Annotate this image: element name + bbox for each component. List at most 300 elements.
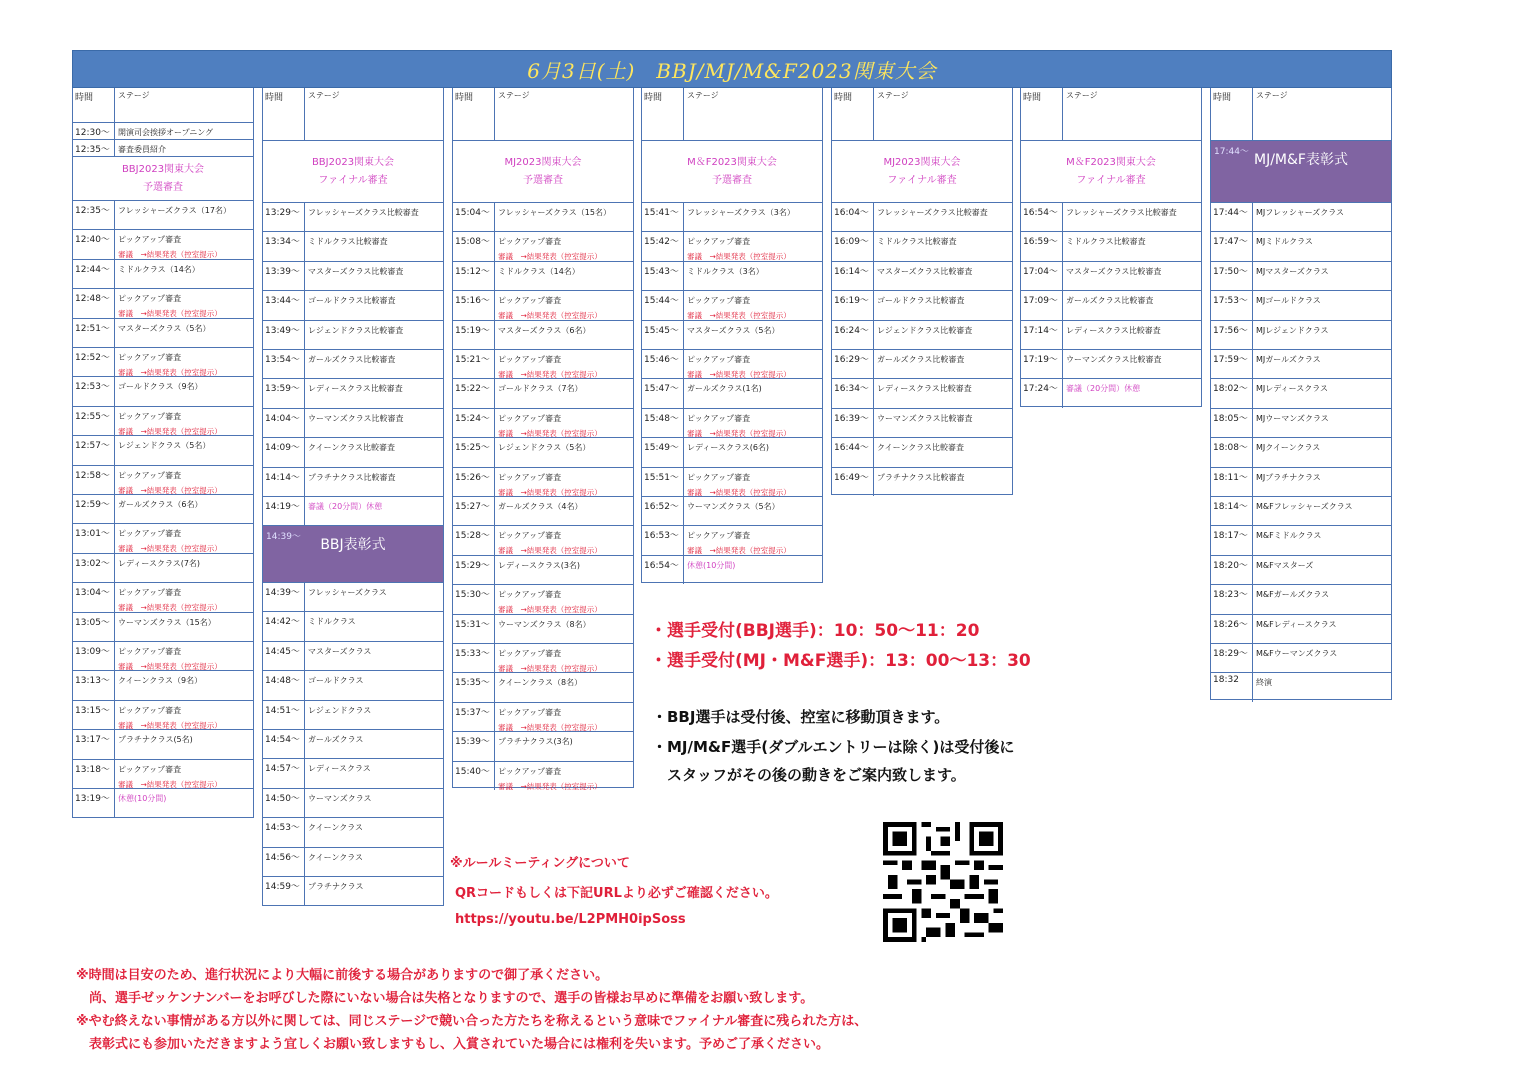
row-time: 14:50〜 xyxy=(263,789,305,817)
schedule-row xyxy=(73,259,253,288)
row-time: 14:56〜 xyxy=(263,848,305,876)
row-stage-line: 審議 →結果発表（控室提示） xyxy=(118,426,222,436)
row-stage xyxy=(495,350,633,378)
header-stage-label: ステージ xyxy=(1256,91,1288,100)
schedule-row xyxy=(1211,349,1391,378)
schedule-row xyxy=(1021,349,1201,378)
row-time: 16:19〜 xyxy=(832,291,874,319)
row-stage xyxy=(115,140,253,156)
row-stage-line: 審議 →結果発表（控室提示） xyxy=(118,779,222,788)
row-stage xyxy=(684,409,822,437)
row-stage xyxy=(115,260,253,288)
row-time: 16:54〜 xyxy=(1021,203,1063,231)
row-time: 18:02〜 xyxy=(1211,379,1253,407)
section-heading xyxy=(453,140,633,202)
footer-line: 尚、選手ゼッケンナンバーをお呼びした際にいない場合は失格となりますので、選手の皆様お早めに準備をお願い致します。 xyxy=(76,991,814,1006)
reception-mj-mf: ・選手受付(MJ・M&F選手)：13：00〜13：30 xyxy=(650,651,1031,671)
schedule-column-col3 xyxy=(452,88,634,788)
row-stage xyxy=(684,468,822,496)
row-stage-line: 審議 →結果発表（控室提示） xyxy=(687,487,791,496)
row-stage xyxy=(495,526,633,554)
row-time: 12:48〜 xyxy=(73,289,115,317)
row-time: 15:47〜 xyxy=(642,379,684,407)
row-time: 14:19〜 xyxy=(263,497,305,525)
row-time: 14:42〜 xyxy=(263,612,305,640)
row-stage xyxy=(495,644,633,672)
row-stage xyxy=(305,730,443,758)
row-stage-line: 審議 →結果発表（控室提示） xyxy=(498,370,602,379)
row-time: 12:58〜 xyxy=(73,466,115,494)
row-stage xyxy=(874,232,1012,260)
schedule-row xyxy=(73,582,253,611)
row-stage-line: プラチナクラス xyxy=(308,882,364,891)
row-stage-line: ピックアップ審査 xyxy=(118,764,182,774)
row-time: 18:17〜 xyxy=(1211,526,1253,554)
schedule-row xyxy=(1021,202,1201,231)
schedule-row xyxy=(73,788,253,817)
row-stage-line: ピックアップ審査 xyxy=(118,470,182,480)
schedule-row xyxy=(832,320,1012,349)
schedule-row xyxy=(263,261,443,290)
schedule-row xyxy=(1211,672,1391,701)
schedule-row xyxy=(263,202,443,231)
row-time: 15:16〜 xyxy=(453,291,495,319)
schedule-row xyxy=(73,200,253,229)
row-stage xyxy=(1063,321,1201,349)
schedule-row xyxy=(1021,261,1201,290)
row-stage-line: マスターズクラス（5名） xyxy=(118,323,211,333)
section-heading xyxy=(1021,140,1201,202)
row-stage-line: マスターズクラス（5名） xyxy=(687,325,780,335)
schedule-row xyxy=(73,553,253,582)
row-stage xyxy=(115,789,253,817)
row-time: 12:35〜 xyxy=(73,201,115,229)
schedule-row xyxy=(1211,496,1391,525)
row-time: 15:46〜 xyxy=(642,350,684,378)
rule-meeting-instruction: QRコードもしくは下記URLより必ずご確認ください。 xyxy=(455,886,778,901)
row-stage-line: M&Fガールズクラス xyxy=(1256,590,1330,600)
row-stage-line: MJガールズクラス xyxy=(1256,355,1321,364)
schedule-row xyxy=(453,378,633,407)
row-stage-line: 審議 →結果発表（控室提示） xyxy=(118,603,222,612)
row-stage-line: 休憩(10分間) xyxy=(118,794,167,803)
schedule-row xyxy=(73,612,253,641)
schedule-row xyxy=(1211,643,1391,672)
row-time: 17:24〜 xyxy=(1021,379,1063,407)
row-stage xyxy=(1253,350,1391,378)
row-stage-line: 審査委員紹介 xyxy=(118,145,166,154)
row-time: 12:40〜 xyxy=(73,230,115,258)
row-stage xyxy=(495,438,633,466)
row-stage-line: MJプラチナクラス xyxy=(1256,472,1321,482)
row-stage-line: 審議 →結果発表（控室提示） xyxy=(498,546,602,555)
schedule-row xyxy=(642,555,822,584)
row-stage-line: マスターズクラス比較審査 xyxy=(308,266,404,276)
schedule-row xyxy=(453,202,633,231)
row-stage xyxy=(495,497,633,525)
row-stage xyxy=(115,642,253,670)
rule-meeting-heading: ※ルールミーティングについて xyxy=(450,856,630,871)
row-time: 16:39〜 xyxy=(832,409,874,437)
section-heading-line: M＆F2023関東大会 xyxy=(687,156,777,168)
schedule-row xyxy=(453,525,633,554)
column-header xyxy=(1211,88,1391,140)
row-stage-line: 審議 →結果発表（控室提示） xyxy=(498,664,602,673)
row-stage-line: レジェンドクラス（5名） xyxy=(118,441,211,451)
row-time: 13:09〜 xyxy=(73,642,115,670)
row-stage xyxy=(684,379,822,407)
row-stage xyxy=(1253,526,1391,554)
row-time: 15:45〜 xyxy=(642,321,684,349)
schedule-row xyxy=(832,437,1012,466)
row-stage-line: レジェンドクラス xyxy=(308,705,372,715)
award-ceremony-block xyxy=(1211,140,1391,202)
row-time: 13:15〜 xyxy=(73,701,115,729)
row-stage-line: 審議 →結果発表（控室提示） xyxy=(687,546,791,555)
row-stage xyxy=(495,203,633,231)
row-stage xyxy=(305,759,443,787)
row-time: 15:35〜 xyxy=(453,673,495,701)
schedule-row xyxy=(832,290,1012,319)
schedule-row xyxy=(73,641,253,670)
schedule-row xyxy=(832,378,1012,407)
column-header xyxy=(1021,88,1201,140)
row-stage-line: ゴールドクラス（9名） xyxy=(118,382,203,392)
schedule-row xyxy=(642,525,822,554)
schedule-row xyxy=(263,496,443,525)
footer-notes xyxy=(76,964,867,1056)
column-header xyxy=(832,88,1012,140)
row-stage-line: ゴールドクラス比較審査 xyxy=(308,296,396,306)
row-time: 15:33〜 xyxy=(453,644,495,672)
row-stage-line: ガールズクラス比較審査 xyxy=(308,355,396,364)
row-time: 15:39〜 xyxy=(453,732,495,760)
row-time: 15:19〜 xyxy=(453,321,495,349)
row-stage xyxy=(1253,644,1391,672)
row-stage xyxy=(874,379,1012,407)
schedule-row xyxy=(263,378,443,407)
row-stage-line: ミドルクラス（3名） xyxy=(687,266,764,276)
row-stage xyxy=(115,671,253,699)
section-heading-line: 予選審査 xyxy=(143,181,183,193)
row-time: 14:09〜 xyxy=(263,438,305,466)
row-stage-line: ピックアップ審査 xyxy=(498,590,562,600)
row-stage-line: レジェンドクラス（5名） xyxy=(498,443,591,453)
header-time-label: 時間 xyxy=(832,88,874,140)
row-stage-line: 終演 xyxy=(1256,678,1272,688)
row-time: 17:09〜 xyxy=(1021,291,1063,319)
row-time: 12:53〜 xyxy=(73,377,115,405)
row-time: 18:32 xyxy=(1211,673,1253,701)
schedule-row xyxy=(453,231,633,260)
row-stage-line: レディースクラス(3名) xyxy=(498,560,581,570)
row-stage xyxy=(495,262,633,290)
row-stage xyxy=(305,497,443,525)
row-stage xyxy=(305,438,443,466)
schedule-column-col1 xyxy=(72,88,254,818)
row-stage-line: フレッシャーズクラス比較審査 xyxy=(308,208,419,217)
row-stage-line: MJレディースクラス xyxy=(1256,384,1328,394)
section-heading-line: 予選審査 xyxy=(712,174,752,186)
schedule-row xyxy=(1211,261,1391,290)
row-stage xyxy=(684,203,822,231)
schedule-row xyxy=(1021,290,1201,319)
rule-meeting-url[interactable]: https://youtu.be/L2PMH0ipSoss xyxy=(455,912,686,927)
schedule-row xyxy=(642,378,822,407)
section-heading-line: MJ2023関東大会 xyxy=(504,156,582,168)
section-heading xyxy=(263,140,443,202)
award-time: 14:39〜 xyxy=(266,532,301,542)
row-time: 13:29〜 xyxy=(263,203,305,231)
row-stage xyxy=(495,291,633,319)
row-stage xyxy=(1063,262,1201,290)
row-time: 13:13〜 xyxy=(73,671,115,699)
row-stage-line: 審議 →結果発表（控室提示） xyxy=(687,252,791,261)
row-stage xyxy=(305,583,443,611)
row-time: 15:40〜 xyxy=(453,762,495,790)
info-mj-mf: ・MJ/M&F選手(ダブルエントリーは除く)は受付後に xyxy=(652,738,1015,756)
row-stage-line: フレッシャーズクラス（15名） xyxy=(498,208,611,217)
row-time: 16:04〜 xyxy=(832,203,874,231)
row-stage-line: ミドルクラス（14名） xyxy=(118,264,200,274)
schedule-row xyxy=(73,229,253,258)
row-stage xyxy=(874,291,1012,319)
row-stage-line: ウーマンズクラス（8名） xyxy=(498,619,591,629)
row-time: 18:05〜 xyxy=(1211,409,1253,437)
row-stage xyxy=(1253,262,1391,290)
row-time: 17:19〜 xyxy=(1021,350,1063,378)
row-stage-line: ウーマンズクラス比較審査 xyxy=(1066,355,1162,364)
schedule-row xyxy=(73,729,253,758)
row-stage xyxy=(495,321,633,349)
row-time: 15:31〜 xyxy=(453,615,495,643)
row-stage-line: レディースクラス(6名) xyxy=(687,443,770,453)
section-heading-line: M＆F2023関東大会 xyxy=(1066,156,1156,168)
row-time: 16:09〜 xyxy=(832,232,874,260)
row-stage xyxy=(495,762,633,790)
row-time: 15:49〜 xyxy=(642,438,684,466)
section-heading-line: BBJ2023関東大会 xyxy=(311,156,395,168)
row-stage xyxy=(874,409,1012,437)
row-time: 15:12〜 xyxy=(453,262,495,290)
row-stage xyxy=(1253,615,1391,643)
schedule-row xyxy=(832,202,1012,231)
schedule-row xyxy=(832,231,1012,260)
row-stage-line: レジェンドクラス比較審査 xyxy=(308,325,404,335)
row-time: 18:26〜 xyxy=(1211,615,1253,643)
column-header xyxy=(73,88,253,122)
row-stage-line: ミドルクラス比較審査 xyxy=(1066,237,1146,247)
schedule-row xyxy=(1021,320,1201,349)
schedule-row xyxy=(453,702,633,731)
row-stage-line: MJクイーンクラス xyxy=(1256,443,1321,453)
row-stage-line: フレッシャーズクラス比較審査 xyxy=(877,208,988,217)
row-time: 14:04〜 xyxy=(263,409,305,437)
row-time: 13:34〜 xyxy=(263,232,305,260)
row-stage-line: マスターズクラス（6名） xyxy=(498,325,591,335)
row-stage xyxy=(305,262,443,290)
row-time: 13:59〜 xyxy=(263,379,305,407)
row-stage xyxy=(684,291,822,319)
row-stage-line: 開演司会挨拶オープニング xyxy=(118,128,214,137)
row-stage-line: ウーマンズクラス xyxy=(308,793,372,803)
row-time: 15:04〜 xyxy=(453,203,495,231)
section-heading-line: 予選審査 xyxy=(523,174,563,186)
schedule-column-col6 xyxy=(1020,88,1202,407)
row-stage xyxy=(305,232,443,260)
row-stage-line: ピックアップ審査 xyxy=(498,531,562,541)
row-stage xyxy=(495,703,633,731)
row-stage-line: ゴールドクラス xyxy=(308,676,364,686)
schedule-row xyxy=(453,437,633,466)
row-stage xyxy=(1063,379,1201,407)
row-stage-line: ガールズクラス比較審査 xyxy=(1066,296,1154,306)
header-stage-label: ステージ xyxy=(877,91,909,100)
schedule-row xyxy=(1021,378,1201,407)
row-time: 14:54〜 xyxy=(263,730,305,758)
row-time: 13:17〜 xyxy=(73,730,115,758)
row-time: 12:59〜 xyxy=(73,495,115,523)
schedule-row xyxy=(832,261,1012,290)
row-stage-line: 審議 →結果発表（控室提示） xyxy=(498,252,602,261)
row-stage-line: 審議 →結果発表（控室提示） xyxy=(118,662,222,671)
row-time: 12:55〜 xyxy=(73,407,115,435)
row-stage-line: ゴールドクラス（7名） xyxy=(498,384,583,394)
row-stage xyxy=(1253,468,1391,496)
schedule-row xyxy=(73,465,253,494)
row-stage xyxy=(115,760,253,788)
row-time: 18:29〜 xyxy=(1211,644,1253,672)
row-stage xyxy=(1253,556,1391,584)
row-stage xyxy=(495,232,633,260)
schedule-row xyxy=(263,641,443,670)
row-stage xyxy=(1063,350,1201,378)
row-stage-line: ゴールドクラス比較審査 xyxy=(877,296,965,306)
schedule-row xyxy=(453,555,633,584)
schedule-row xyxy=(263,670,443,699)
page-title: 6月3日(土) BBJ/MJ/M&F2023関東大会 xyxy=(527,58,937,83)
row-stage-line: ガールズクラス（6名） xyxy=(118,500,203,509)
row-stage-line: レディースクラス xyxy=(308,764,371,774)
row-stage xyxy=(684,262,822,290)
row-time: 15:30〜 xyxy=(453,585,495,613)
row-stage-line: ミドルクラス比較審査 xyxy=(308,237,388,247)
row-stage-line: 審議 →結果発表（控室提示） xyxy=(118,720,222,730)
row-time: 17:59〜 xyxy=(1211,350,1253,378)
row-stage xyxy=(1253,497,1391,525)
schedule-row xyxy=(453,643,633,672)
row-stage xyxy=(305,203,443,231)
row-stage xyxy=(305,848,443,876)
schedule-row xyxy=(1211,378,1391,407)
row-stage xyxy=(1063,203,1201,231)
qr-code-icon[interactable] xyxy=(882,822,1004,942)
row-stage-line: レジェンドクラス比較審査 xyxy=(877,325,973,335)
schedule-row xyxy=(1021,231,1201,260)
row-stage-line: クイーンクラス（8名） xyxy=(498,678,583,688)
schedule-row xyxy=(73,494,253,523)
row-stage-line: 審議 →結果発表（控室提示） xyxy=(118,544,222,553)
schedule-row xyxy=(1211,202,1391,231)
award-time: 17:44〜 xyxy=(1214,147,1249,157)
row-stage-line: ウーマンズクラス（15名） xyxy=(118,617,216,627)
row-time: 14:14〜 xyxy=(263,468,305,496)
row-time: 15:21〜 xyxy=(453,350,495,378)
row-stage xyxy=(115,701,253,729)
row-time: 15:22〜 xyxy=(453,379,495,407)
row-stage-line: 審議（20分間）休憩 xyxy=(308,502,383,511)
schedule-row xyxy=(1211,525,1391,554)
info-bbj: ・BBJ選手は受付後、控室に移動頂きます。 xyxy=(652,708,950,726)
column-header xyxy=(642,88,822,140)
row-stage-line: クイーンクラス xyxy=(308,852,364,862)
row-stage-line: 審議 →結果発表（控室提示） xyxy=(118,309,222,318)
reception-bbj: ・選手受付(BBJ選手)：10：50〜11：20 xyxy=(650,621,980,641)
schedule-row xyxy=(642,408,822,437)
schedule-row xyxy=(263,408,443,437)
schedule-row xyxy=(263,788,443,817)
row-stage-line: マスターズクラス xyxy=(308,646,372,656)
row-stage xyxy=(1253,321,1391,349)
row-stage xyxy=(115,554,253,582)
row-stage xyxy=(1253,379,1391,407)
row-stage-line: MJゴールドクラス xyxy=(1256,296,1321,306)
row-time: 17:04〜 xyxy=(1021,262,1063,290)
row-time: 15:48〜 xyxy=(642,409,684,437)
row-stage xyxy=(874,468,1012,496)
row-stage-line: M&Fマスターズ xyxy=(1256,560,1314,570)
row-stage-line: ピックアップ審査 xyxy=(118,353,182,362)
row-stage xyxy=(305,291,443,319)
row-time: 18:23〜 xyxy=(1211,585,1253,613)
row-stage xyxy=(874,203,1012,231)
row-time: 13:39〜 xyxy=(263,262,305,290)
row-stage-line: M&Fウーマンズクラス xyxy=(1256,649,1338,658)
row-stage-line: ピックアップ審査 xyxy=(118,647,182,656)
schedule-row xyxy=(453,584,633,613)
header-stage-label: ステージ xyxy=(687,91,719,100)
header-time-label: 時間 xyxy=(453,88,495,140)
column-header xyxy=(263,88,443,140)
row-stage-line: 審議 →結果発表（控室提示） xyxy=(118,485,222,494)
row-stage xyxy=(1253,673,1391,701)
row-time: 16:29〜 xyxy=(832,350,874,378)
row-stage-line: プラチナクラス(3名) xyxy=(498,737,573,747)
schedule-row xyxy=(263,349,443,378)
row-stage-line: M&Fレディースクラス xyxy=(1256,619,1337,629)
row-stage-line: フレッシャーズクラス（3名） xyxy=(687,208,795,217)
row-stage xyxy=(495,732,633,760)
schedule-row xyxy=(642,261,822,290)
row-stage xyxy=(495,409,633,437)
row-stage xyxy=(115,613,253,641)
header-time-label: 時間 xyxy=(1021,88,1063,140)
row-stage-line: ピックアップ審査 xyxy=(118,411,182,421)
row-time: 13:18〜 xyxy=(73,760,115,788)
row-stage xyxy=(1253,409,1391,437)
schedule-row xyxy=(263,290,443,319)
schedule-row xyxy=(263,611,443,640)
header-time-label: 時間 xyxy=(642,88,684,140)
row-stage xyxy=(1253,232,1391,260)
row-time: 17:44〜 xyxy=(1211,203,1253,231)
row-stage-line: レディースクラス比較審査 xyxy=(877,384,972,394)
row-stage xyxy=(684,321,822,349)
row-time: 17:56〜 xyxy=(1211,321,1253,349)
row-stage-line: ガールズクラス（4名） xyxy=(498,502,583,511)
row-stage xyxy=(684,438,822,466)
row-stage xyxy=(305,379,443,407)
